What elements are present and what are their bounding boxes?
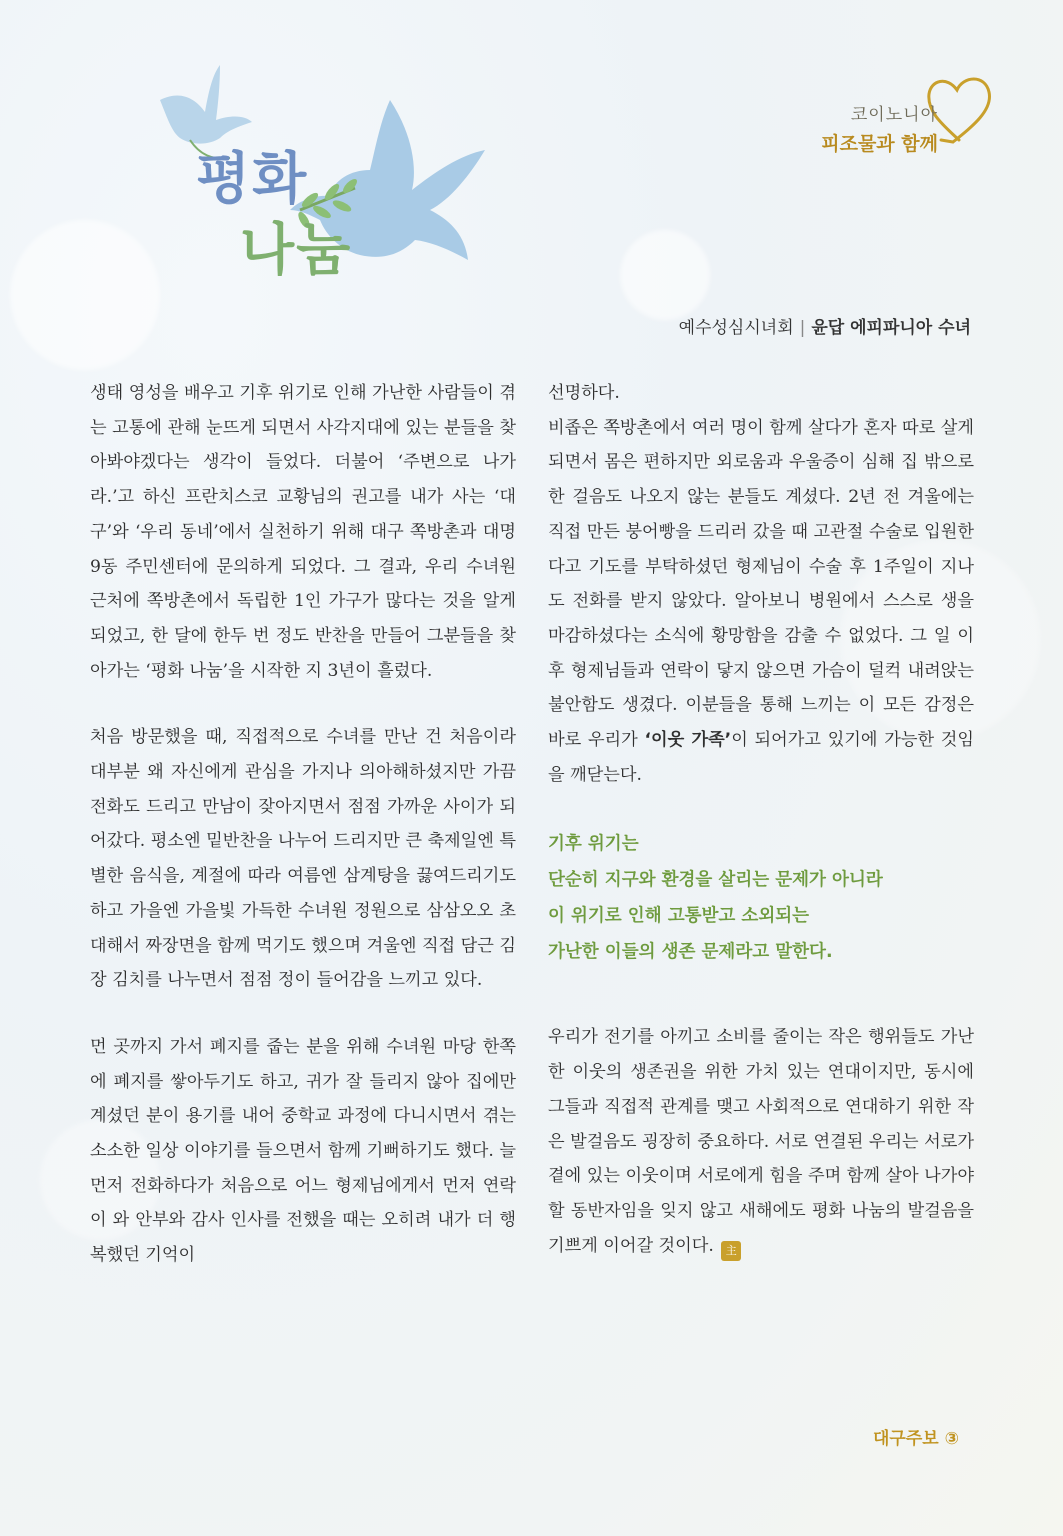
pull-quote-line: 단순히 지구와 환경을 살리는 문제가 아니라 bbox=[548, 870, 883, 891]
pull-quote-line: 가난한 이들의 생존 문제라고 말한다. bbox=[548, 942, 833, 963]
page-title-line1: 평화 bbox=[196, 147, 309, 212]
paragraph bbox=[548, 1020, 974, 1263]
pull-quote-line: 이 위기로 인해 고통받고 소외되는 bbox=[548, 906, 810, 927]
left-column bbox=[90, 376, 516, 1273]
paragraph: 처음 방문했을 때, 직접적으로 수녀를 만난 건 처음이라 대부분 왜 자신에게 관심을 가지나 의아해하셨지만 가끔 전화도 드리고 만남이 잦아지면서 점점 가까운 사이가 되어갔다. 평소엔 밑반찬을 나누어 드리지만 큰 축제일엔 특별한 음식을, 계절에 따라 여름엔 삼계탕을 끓여드리기도 하고 가을엔 가을빛 가득한 수녀원 정원으로 삼삼오오 초대해서 짜장면을 함께 먹기도 했으며 겨울엔 직접 담근 김장 김치를 나누면서 점점 정이 들어감을 느끼고 있다. bbox=[90, 727, 516, 991]
paragraph: 선명하다. bbox=[548, 383, 620, 403]
page-title-line2: 나눔 bbox=[240, 218, 353, 283]
page-number: 대구주보 ③ bbox=[873, 1429, 959, 1449]
bokeh-circle bbox=[10, 220, 160, 370]
bokeh-circle bbox=[620, 230, 710, 320]
pull-quote-line: 기후 위기는 bbox=[548, 834, 639, 855]
paragraph-text: 우리가 전기를 아끼고 소비를 줄이는 작은 행위들도 가난한 이웃의 생존권을 위한 가치 있는 연대이지만, 동시에 그들과 직접적 관계를 맺고 사회적으로 연대하기 위한 작은 발걸음도 굉장히 중요하다. 서로 연결된 우리는 서로가 곁에 있는 이웃이며 서로에게 힘을 주며 함께 살아 나가야 할 동반자임을 잊지 않고 새해에도 평화 나눔의 발걸음을 기쁘게 이어갈 것이다. bbox=[548, 1027, 974, 1256]
paragraph: 생태 영성을 배우고 기후 위기로 인해 가난한 사람들이 겪는 고통에 관해 눈뜨게 되면서 사각지대에 있는 분들을 찾아봐야겠다는 생각이 들었다. 더불어 ‘주변으로 나가라.’고 하신 프란치스코 교황님의 권고를 내가 사는 ‘대구’와 ‘우리 동네’에서 실천하기 위해 대구 쪽방촌과 대명 9동 주민센터에 문의하게 되었다. 그 결과, 우리 수녀원 근처에 쪽방촌에서 독립한 1인 가구가 많다는 것을 알게 되었고, 한 달에 한두 번 정도 반찬을 만들어 그분들을 찾아가는 ‘평화 나눔’을 시작한 지 3년이 흘렀다. bbox=[90, 383, 516, 681]
byline-author: 윤답 에피파니아 수녀 bbox=[811, 318, 971, 338]
brand-bottom-text: 피조물과 함께 bbox=[821, 133, 938, 155]
byline-separator: | bbox=[799, 318, 806, 338]
right-column bbox=[548, 376, 974, 1263]
highlight-neighbor-family: ‘이웃 가족’ bbox=[644, 730, 732, 751]
end-mark-icon: 主 bbox=[721, 1241, 741, 1261]
paragraph-text: 비좁은 쪽방촌에서 여러 명이 함께 살다가 혼자 따로 살게 되면서 몸은 편하지만 외로움과 우울증이 심해 집 밖으로 한 걸음도 나오지 않는 분들도 계셨다. 2년 전 겨울에는 직접 만든 붕어빵을 드리러 갔을 때 고관절 수술로 입원한다고 기도를 부탁하셨던 형제님이 수술 후 1주일이 지나도 전화를 받지 않았다. 알아보니 병원에서 스스로 생을 마감하셨다는 소식에 황망함을 감출 수 없었다. 그 일 이후 형제님들과 연락이 닿지 않으면 가슴이 덜컥 내려앉는 불안함도 생겼다. 이분들을 통해 느끼는 이 모든 감정은 바로 우리가 bbox=[548, 417, 974, 751]
brand-top-text: 코이노니아 bbox=[850, 105, 938, 125]
byline-org: 예수성심시녀회 bbox=[678, 318, 794, 338]
paragraph-text: 이 되어가고 있기에 가능한 것임을 깨닫는다. bbox=[548, 730, 974, 785]
byline bbox=[679, 313, 971, 338]
paragraph bbox=[548, 411, 974, 793]
pull-quote bbox=[548, 826, 974, 970]
brand-block bbox=[821, 100, 938, 156]
paragraph: 먼 곳까지 가서 폐지를 줍는 분을 위해 수녀원 마당 한쪽에 폐지를 쌓아두기도 하고, 귀가 잘 들리지 않아 집에만 계셨던 분이 용기를 내어 중학교 과정에 다니시면서 겪는 소소한 일상 이야기를 들으면서 함께 기뻐하기도 했다. 늘 먼저 전화하다가 처음으로 어느 형제님에게서 먼저 연락이 와 안부와 감사 인사를 전했을 때는 오히려 내가 더 행복했던 기억이 bbox=[90, 1036, 516, 1266]
